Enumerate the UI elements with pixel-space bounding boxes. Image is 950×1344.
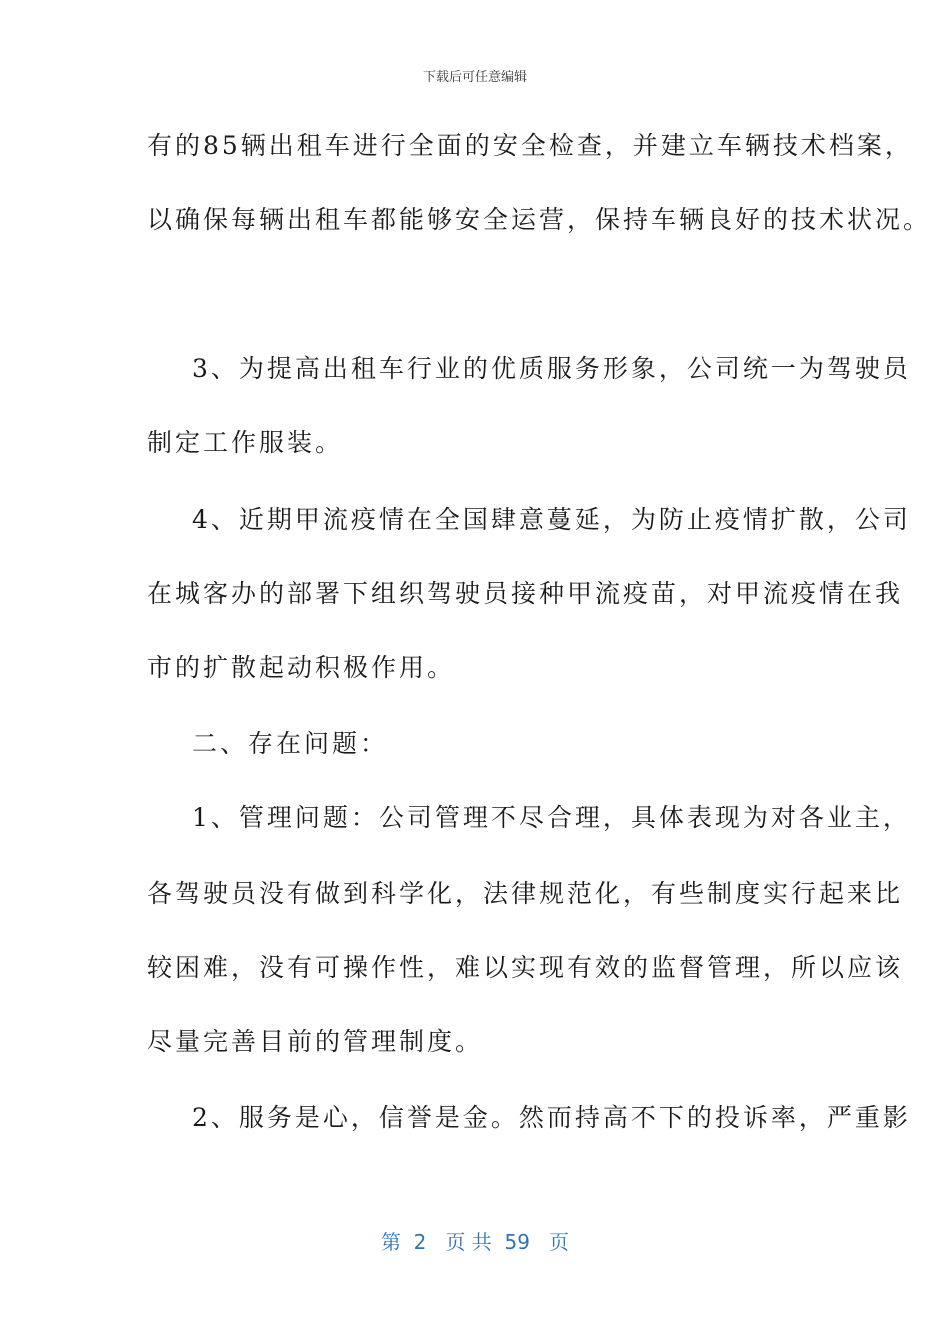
body-line: 3、为提高出租车行业的优质服务形象，公司统一为驾驶员 (192, 354, 911, 383)
page-header-note: 下载后可任意编辑 (422, 70, 527, 85)
body-line: 各驾驶员没有做到科学化，法律规范化，有些制度实行起来比 (147, 879, 904, 908)
body-line: 有的85辆出租车进行全面的安全检查，并建立车辆技术档案， (147, 131, 913, 160)
body-line: 1、管理问题：公司管理不尽合理，具体表现为对各业主， (192, 803, 911, 832)
section-heading: 二、存在问题： (192, 729, 389, 758)
body-line: 4、近期甲流疫情在全国肆意蔓延，为防止疫情扩散，公司 (192, 505, 911, 534)
body-line: 制定工作服装。 (147, 428, 344, 457)
body-line: 市的扩散起动积极作用。 (147, 653, 456, 682)
page-number-footer: 第 2 页 共 59 页 (380, 1230, 570, 1254)
body-line: 以确保每辆出租车都能够安全运营，保持车辆良好的技术状况。 (147, 205, 932, 234)
body-line: 尽量完善目前的管理制度。 (147, 1027, 484, 1056)
body-line: 在城客办的部署下组织驾驶员接种甲流疫苗，对甲流疫情在我 (147, 579, 904, 608)
body-line: 较困难，没有可操作性，难以实现有效的监督管理，所以应该 (147, 953, 904, 982)
body-line: 2、服务是心，信誉是金。然而持高不下的投诉率，严重影 (192, 1103, 911, 1132)
